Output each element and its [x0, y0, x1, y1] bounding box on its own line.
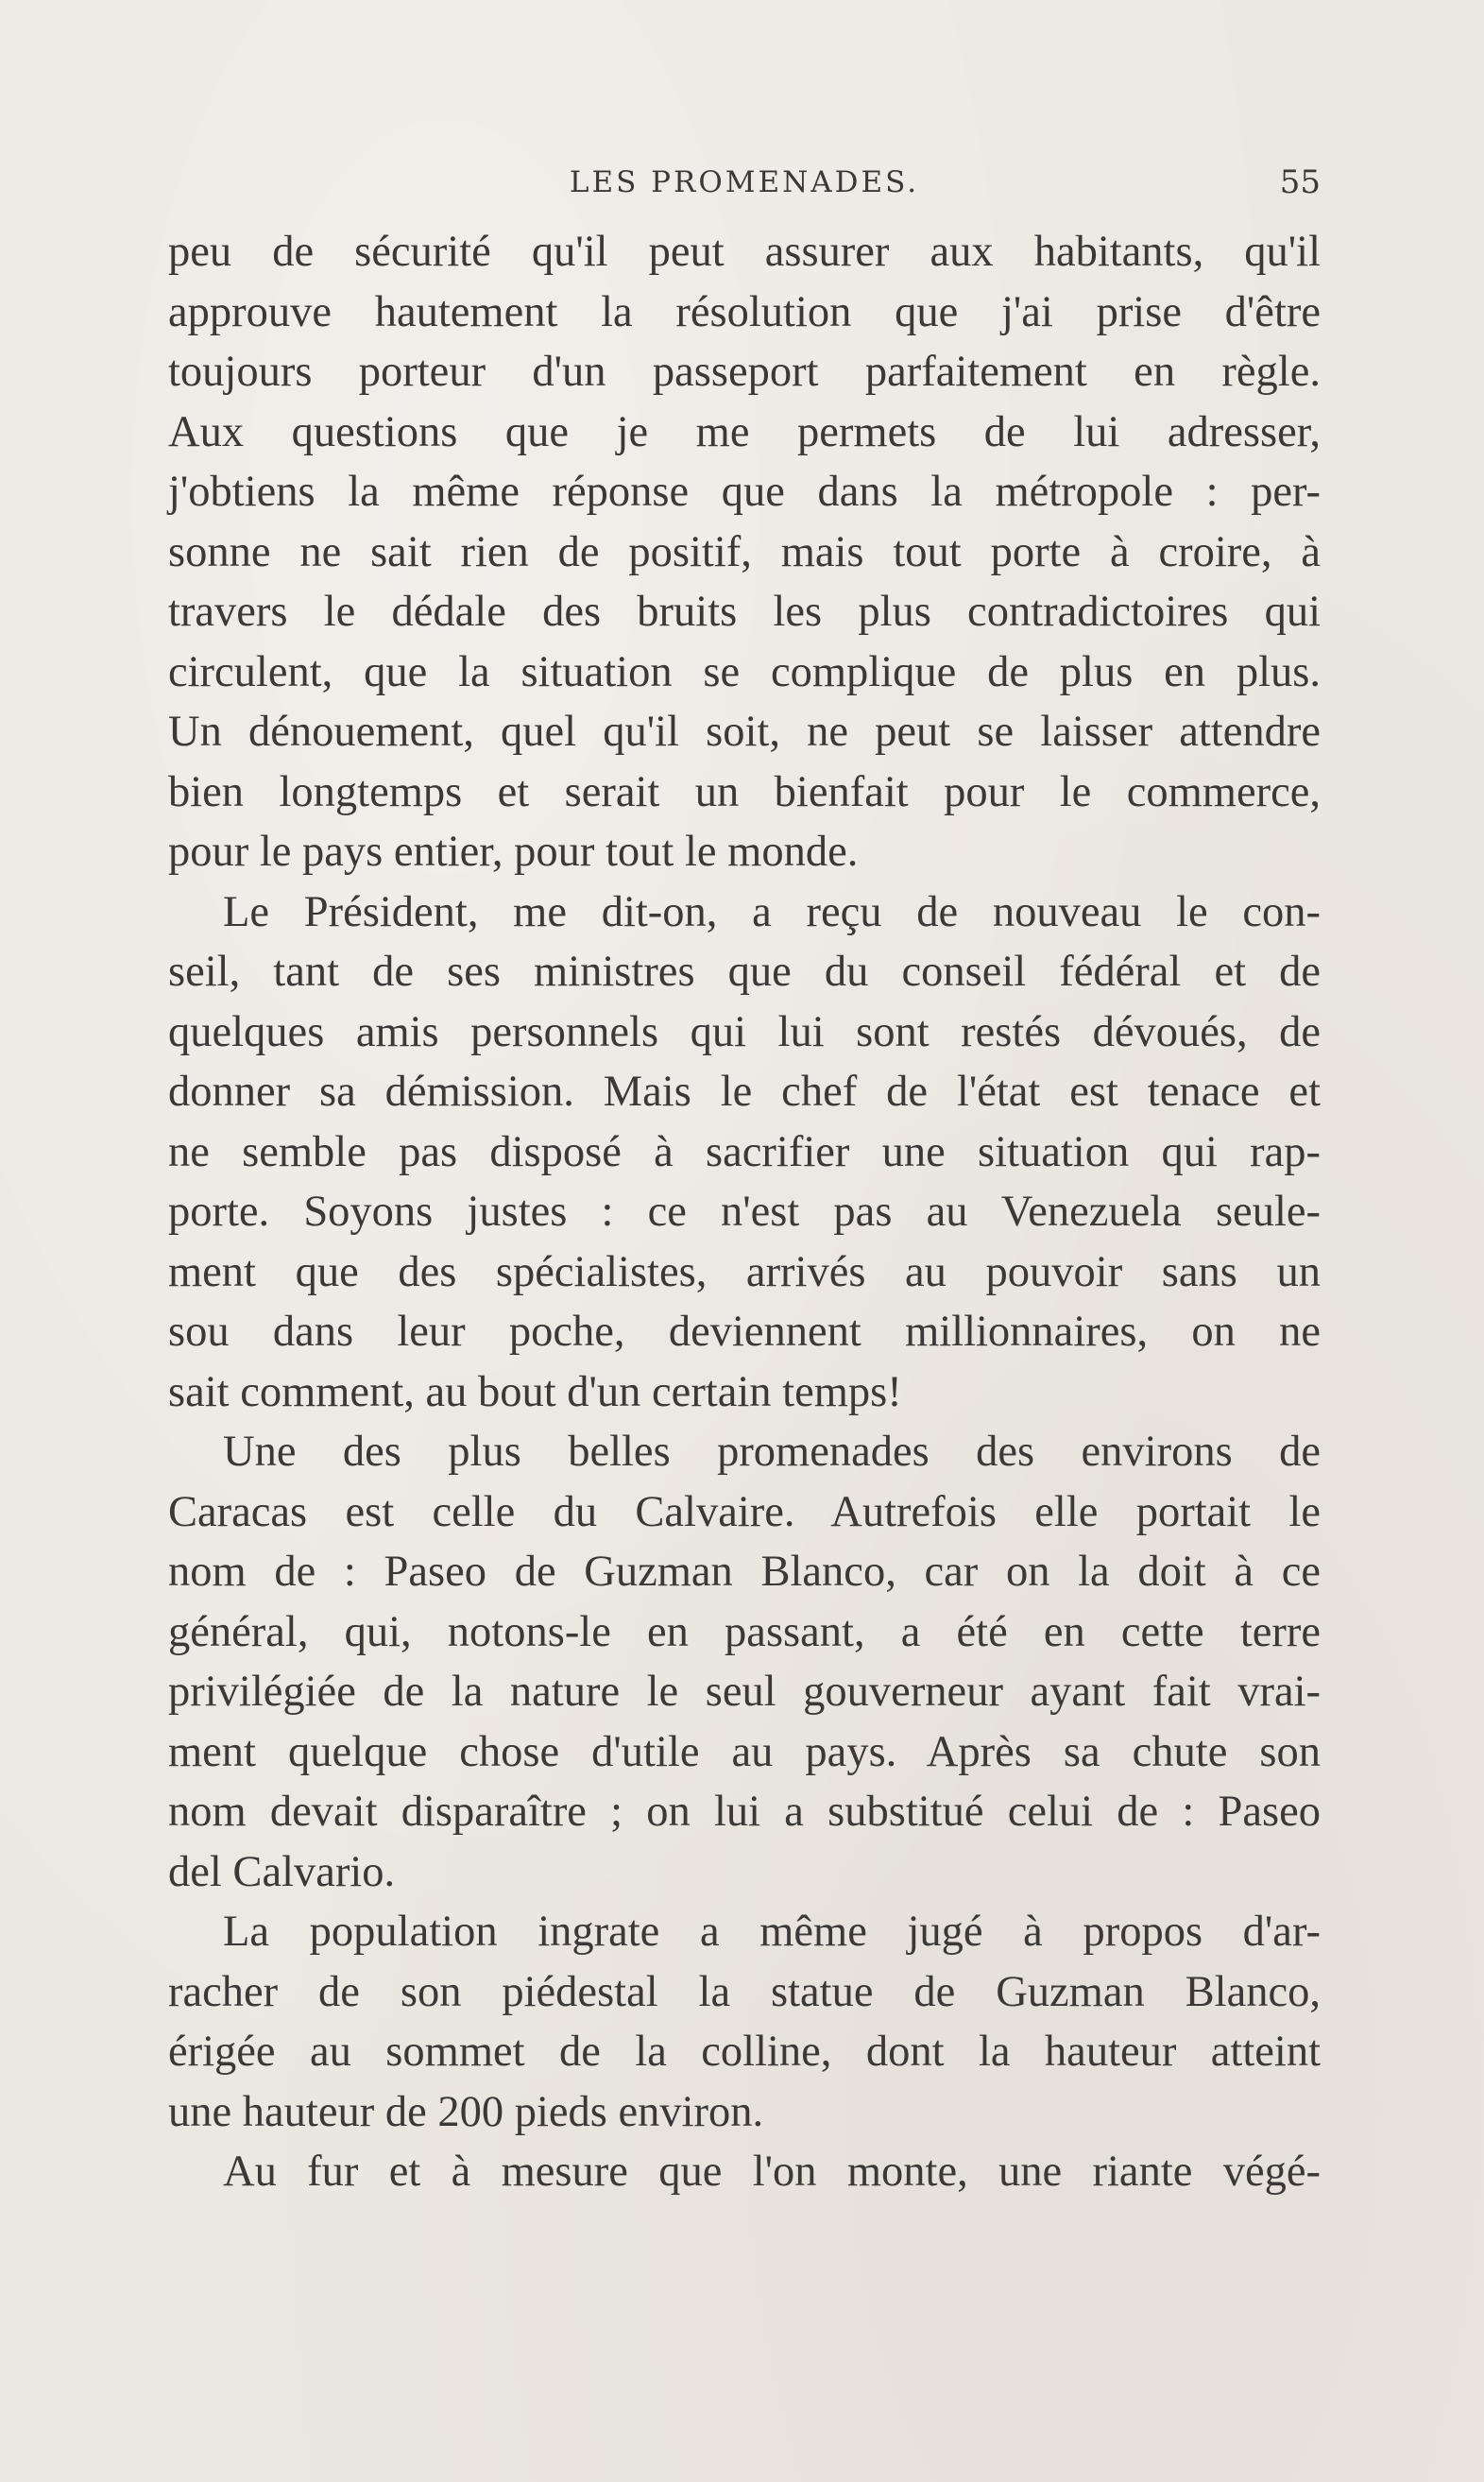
text-line: j'obtiens la même réponse que dans la métropole : per- — [168, 468, 1321, 516]
text-line: nom devait disparaître ; on lui a substitué celui de : Paseo — [168, 1788, 1321, 1836]
text-line: ment que des spécialistes, arrivés au pouvoir sans un — [168, 1247, 1321, 1296]
text-line: del Calvario. — [168, 1847, 396, 1896]
text-line: racher de son piédestal la statue de Guzman Blanco, — [168, 1967, 1321, 2016]
text-line: seil, tant de ses ministres que du conseil fédéral et de — [168, 948, 1321, 996]
text-line: nom de : Paseo de Guzman Blanco, car on la doit à ce — [168, 1548, 1321, 1596]
text-line: sait comment, au bout d'un certain temps! — [168, 1367, 902, 1416]
text-line: Au fur et à mesure que l'on monte, une riante végé- — [223, 2148, 1321, 2196]
text-line: érigée au sommet de la colline, dont la hauteur atteint — [168, 2028, 1321, 2076]
text-line: travers le dédale des bruits les plus contradictoires qui — [168, 588, 1321, 636]
text-line: privilégiée de la nature le seul gouverneur ayant fait vrai- — [168, 1668, 1321, 1716]
text-line: peu de sécurité qu'il peut assurer aux habitants, qu'il — [168, 228, 1321, 276]
text-line: toujours porteur d'un passeport parfaitement en règle. — [168, 348, 1321, 396]
text-line: approuve hautement la résolution que j'ai prise d'être — [168, 287, 1321, 336]
text-line: une hauteur de 200 pieds environ. — [168, 2087, 764, 2136]
text-line: Un dénouement, quel qu'il soit, ne peut se laisser attendre — [168, 708, 1321, 756]
text-line: donner sa démission. Mais le chef de l'état est tenace et — [168, 1068, 1321, 1116]
text-line: sou dans leur poche, deviennent millionnaires, on ne — [168, 1308, 1321, 1356]
text-line: ne semble pas disposé à sacrifier une situation qui rap- — [168, 1127, 1321, 1176]
body-text — [168, 222, 1321, 2202]
text-line: pour le pays entier, pour tout le monde. — [168, 828, 859, 876]
text-line: Caracas est celle du Calvaire. Autrefois elle portait le — [168, 1487, 1321, 1536]
running-head — [168, 159, 1321, 206]
text-line: Une des plus belles promenades des environs de — [223, 1428, 1321, 1476]
text-line: sonne ne sait rien de positif, mais tout porte à croire, à — [168, 527, 1321, 576]
paragraph-5 — [168, 2142, 1321, 2202]
text-line: circulent, que la situation se complique de plus en plus. — [168, 647, 1321, 696]
text-line: Aux questions que je me permets de lui adresser, — [168, 407, 1321, 456]
text-line: porte. Soyons justes : ce n'est pas au Venezuela seule- — [168, 1188, 1321, 1236]
running-title: LES PROMENADES. — [569, 165, 920, 199]
page-number: 55 — [1279, 163, 1321, 201]
text-line: quelques amis personnels qui lui sont restés dévoués, de — [168, 1007, 1321, 1056]
paragraph-4 — [168, 1902, 1321, 2142]
text-line: Le Président, me dit-on, a reçu de nouveau le con- — [223, 887, 1321, 936]
text-line: La population ingrate a même jugé à propos d'ar- — [223, 1908, 1321, 1956]
text-line: général, qui, notons-le en passant, a été en cette terre — [168, 1607, 1321, 1656]
text-line: ment quelque chose d'utile au pays. Après sa chute son — [168, 1727, 1321, 1776]
paragraph-2 — [168, 882, 1321, 1423]
text-line: bien longtemps et serait un bienfait pour le commerce, — [168, 767, 1321, 816]
paragraph-1 — [168, 222, 1321, 882]
paragraph-3 — [168, 1422, 1321, 1902]
